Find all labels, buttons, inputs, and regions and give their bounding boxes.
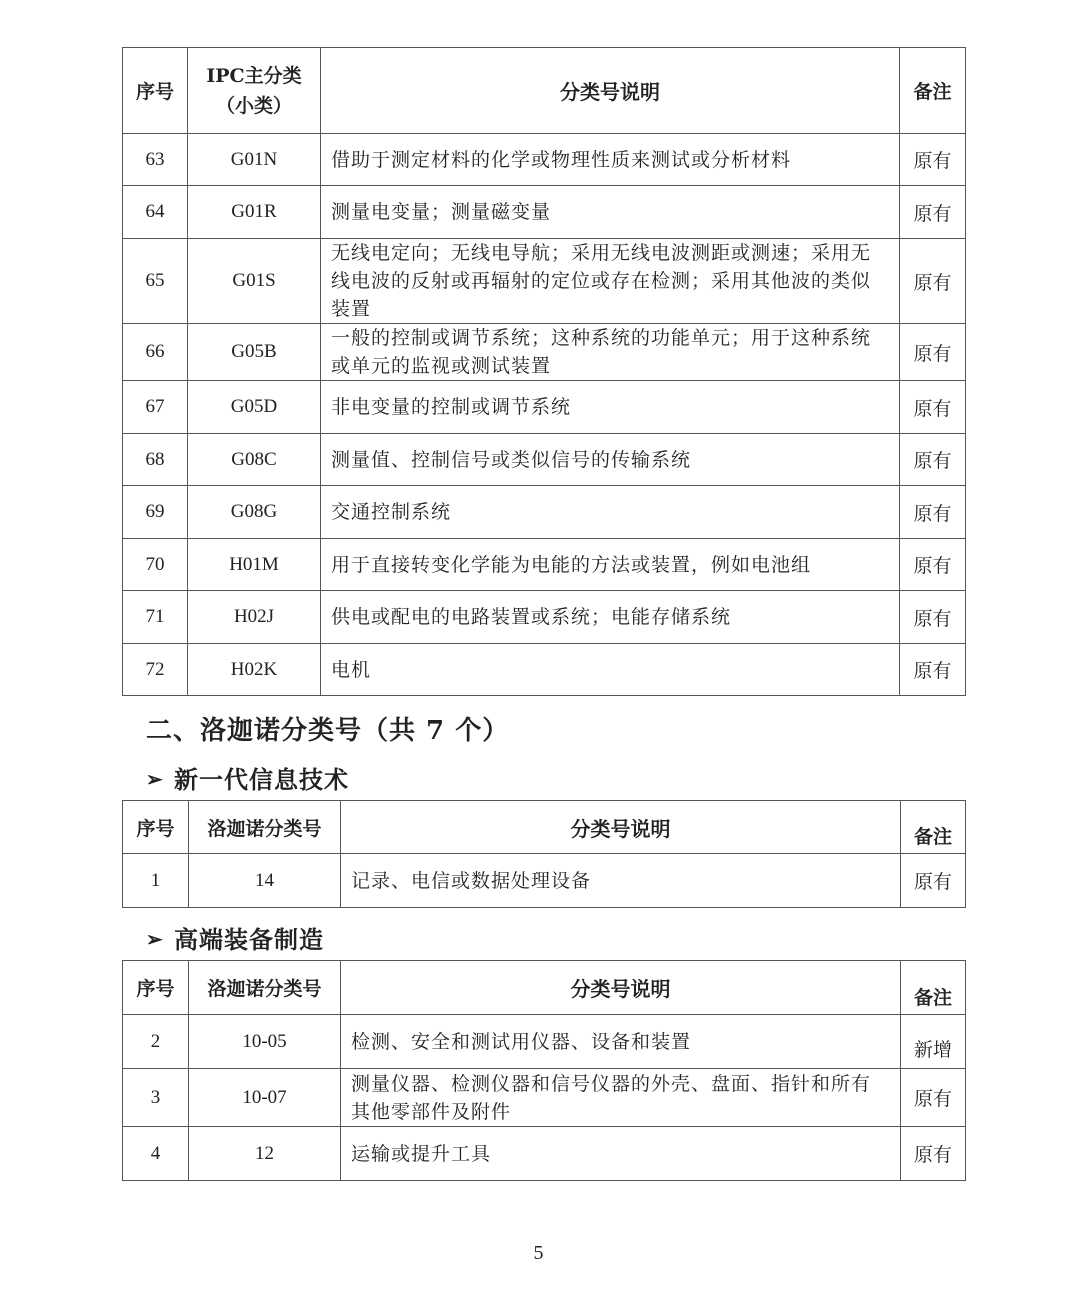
row-seq: 72 [123, 644, 188, 696]
row-seq: 4 [123, 1127, 189, 1181]
row-note: 原有 [901, 1069, 966, 1127]
row-note: 原有 [900, 239, 966, 324]
row-note: 原有 [900, 381, 966, 434]
header-note: 备注 [901, 801, 966, 854]
arrow-bullet-icon: ➢ [146, 927, 164, 951]
row-seq: 3 [123, 1069, 189, 1127]
table-row [123, 1069, 966, 1127]
row-desc: 非电变量的控制或调节系统 [321, 381, 900, 434]
row-code: G05B [188, 324, 321, 381]
header-desc: 分类号说明 [341, 801, 901, 854]
row-note: 原有 [900, 539, 966, 591]
header-ipc [188, 48, 321, 134]
row-desc: 记录、电信或数据处理设备 [341, 854, 901, 908]
row-desc: 检测、安全和测试用仪器、设备和装置 [341, 1015, 901, 1069]
row-seq: 70 [123, 539, 188, 591]
table-header-row [123, 801, 966, 854]
row-desc: 借助于测定材料的化学或物理性质来测试或分析材料 [321, 134, 900, 186]
row-note: 原有 [900, 186, 966, 239]
header-seq: 序号 [123, 48, 188, 134]
row-seq: 65 [123, 239, 188, 324]
row-desc: 无线电定向；无线电导航；采用无线电波测距或测速；采用无线电波的反射或再辐射的定位或存在检测；采用其他波的类似装置 [321, 239, 900, 324]
row-desc: 交通控制系统 [321, 486, 900, 539]
table-row [123, 134, 966, 186]
header-note: 备注 [901, 961, 966, 1015]
table-row [123, 486, 966, 539]
row-code: 14 [189, 854, 341, 908]
row-desc: 测量值、控制信号或类似信号的传输系统 [321, 434, 900, 486]
row-code: G05D [188, 381, 321, 434]
row-seq: 63 [123, 134, 188, 186]
row-code: 12 [189, 1127, 341, 1181]
section-title: 二、洛迦诺分类号（共 7 个） [146, 716, 510, 746]
table-row [123, 539, 966, 591]
header-code: 洛迦诺分类号 [189, 801, 341, 854]
header-seq: 序号 [123, 961, 189, 1015]
row-seq: 67 [123, 381, 188, 434]
header-note: 备注 [900, 48, 966, 134]
subsection-heading [146, 760, 349, 795]
ipc-classification-table [122, 47, 966, 696]
row-code: G08G [188, 486, 321, 539]
locarno-table-it [122, 800, 966, 908]
row-code: G01N [188, 134, 321, 186]
subsection-title: 新一代信息技术 [174, 765, 349, 794]
row-desc: 运输或提升工具 [341, 1127, 901, 1181]
row-note: 原有 [900, 434, 966, 486]
row-note: 原有 [901, 854, 966, 908]
row-desc: 供电或配电的电路装置或系统；电能存储系统 [321, 591, 900, 644]
row-seq: 71 [123, 591, 188, 644]
arrow-bullet-icon: ➢ [146, 767, 164, 791]
row-code: H02K [188, 644, 321, 696]
row-seq: 1 [123, 854, 189, 908]
row-code: G01S [188, 239, 321, 324]
row-code: H02J [188, 591, 321, 644]
row-code: H01M [188, 539, 321, 591]
row-code: 10-07 [189, 1069, 341, 1127]
row-note: 原有 [900, 591, 966, 644]
table-row [123, 591, 966, 644]
subsection-title: 高端装备制造 [174, 925, 324, 954]
row-note: 新增 [901, 1015, 966, 1069]
table-row [123, 854, 966, 908]
row-seq: 66 [123, 324, 188, 381]
header-desc: 分类号说明 [321, 48, 900, 134]
row-note: 原有 [900, 644, 966, 696]
row-note: 原有 [900, 324, 966, 381]
header-code: 洛迦诺分类号 [189, 961, 341, 1015]
row-note: 原有 [900, 134, 966, 186]
page-number: 5 [533, 1242, 544, 1264]
row-seq: 68 [123, 434, 188, 486]
subsection-heading [146, 920, 324, 955]
table-row [123, 644, 966, 696]
header-ipc-line1: IPC主分类 [206, 64, 302, 87]
row-seq: 64 [123, 186, 188, 239]
row-desc: 测量电变量；测量磁变量 [321, 186, 900, 239]
row-note: 原有 [901, 1127, 966, 1181]
row-code: G01R [188, 186, 321, 239]
row-desc: 电机 [321, 644, 900, 696]
row-seq: 69 [123, 486, 188, 539]
table-row [123, 1015, 966, 1069]
table-row [123, 239, 966, 324]
table-header-row [123, 961, 966, 1015]
row-desc: 测量仪器、检测仪器和信号仪器的外壳、盘面、指针和所有其他零部件及附件 [341, 1069, 901, 1127]
table-row [123, 1127, 966, 1181]
locarno-table-equipment [122, 960, 966, 1181]
table-row [123, 381, 966, 434]
header-ipc-line2: （小类） [215, 94, 292, 117]
table-row [123, 324, 966, 381]
table-header-row [123, 48, 966, 134]
row-desc: 一般的控制或调节系统；这种系统的功能单元；用于这种系统或单元的监视或测试装置 [321, 324, 900, 381]
header-desc: 分类号说明 [341, 961, 901, 1015]
table-row [123, 434, 966, 486]
table-row [123, 186, 966, 239]
row-desc: 用于直接转变化学能为电能的方法或装置，例如电池组 [321, 539, 900, 591]
row-code: G08C [188, 434, 321, 486]
header-seq: 序号 [123, 801, 189, 854]
row-code: 10-05 [189, 1015, 341, 1069]
row-note: 原有 [900, 486, 966, 539]
row-seq: 2 [123, 1015, 189, 1069]
